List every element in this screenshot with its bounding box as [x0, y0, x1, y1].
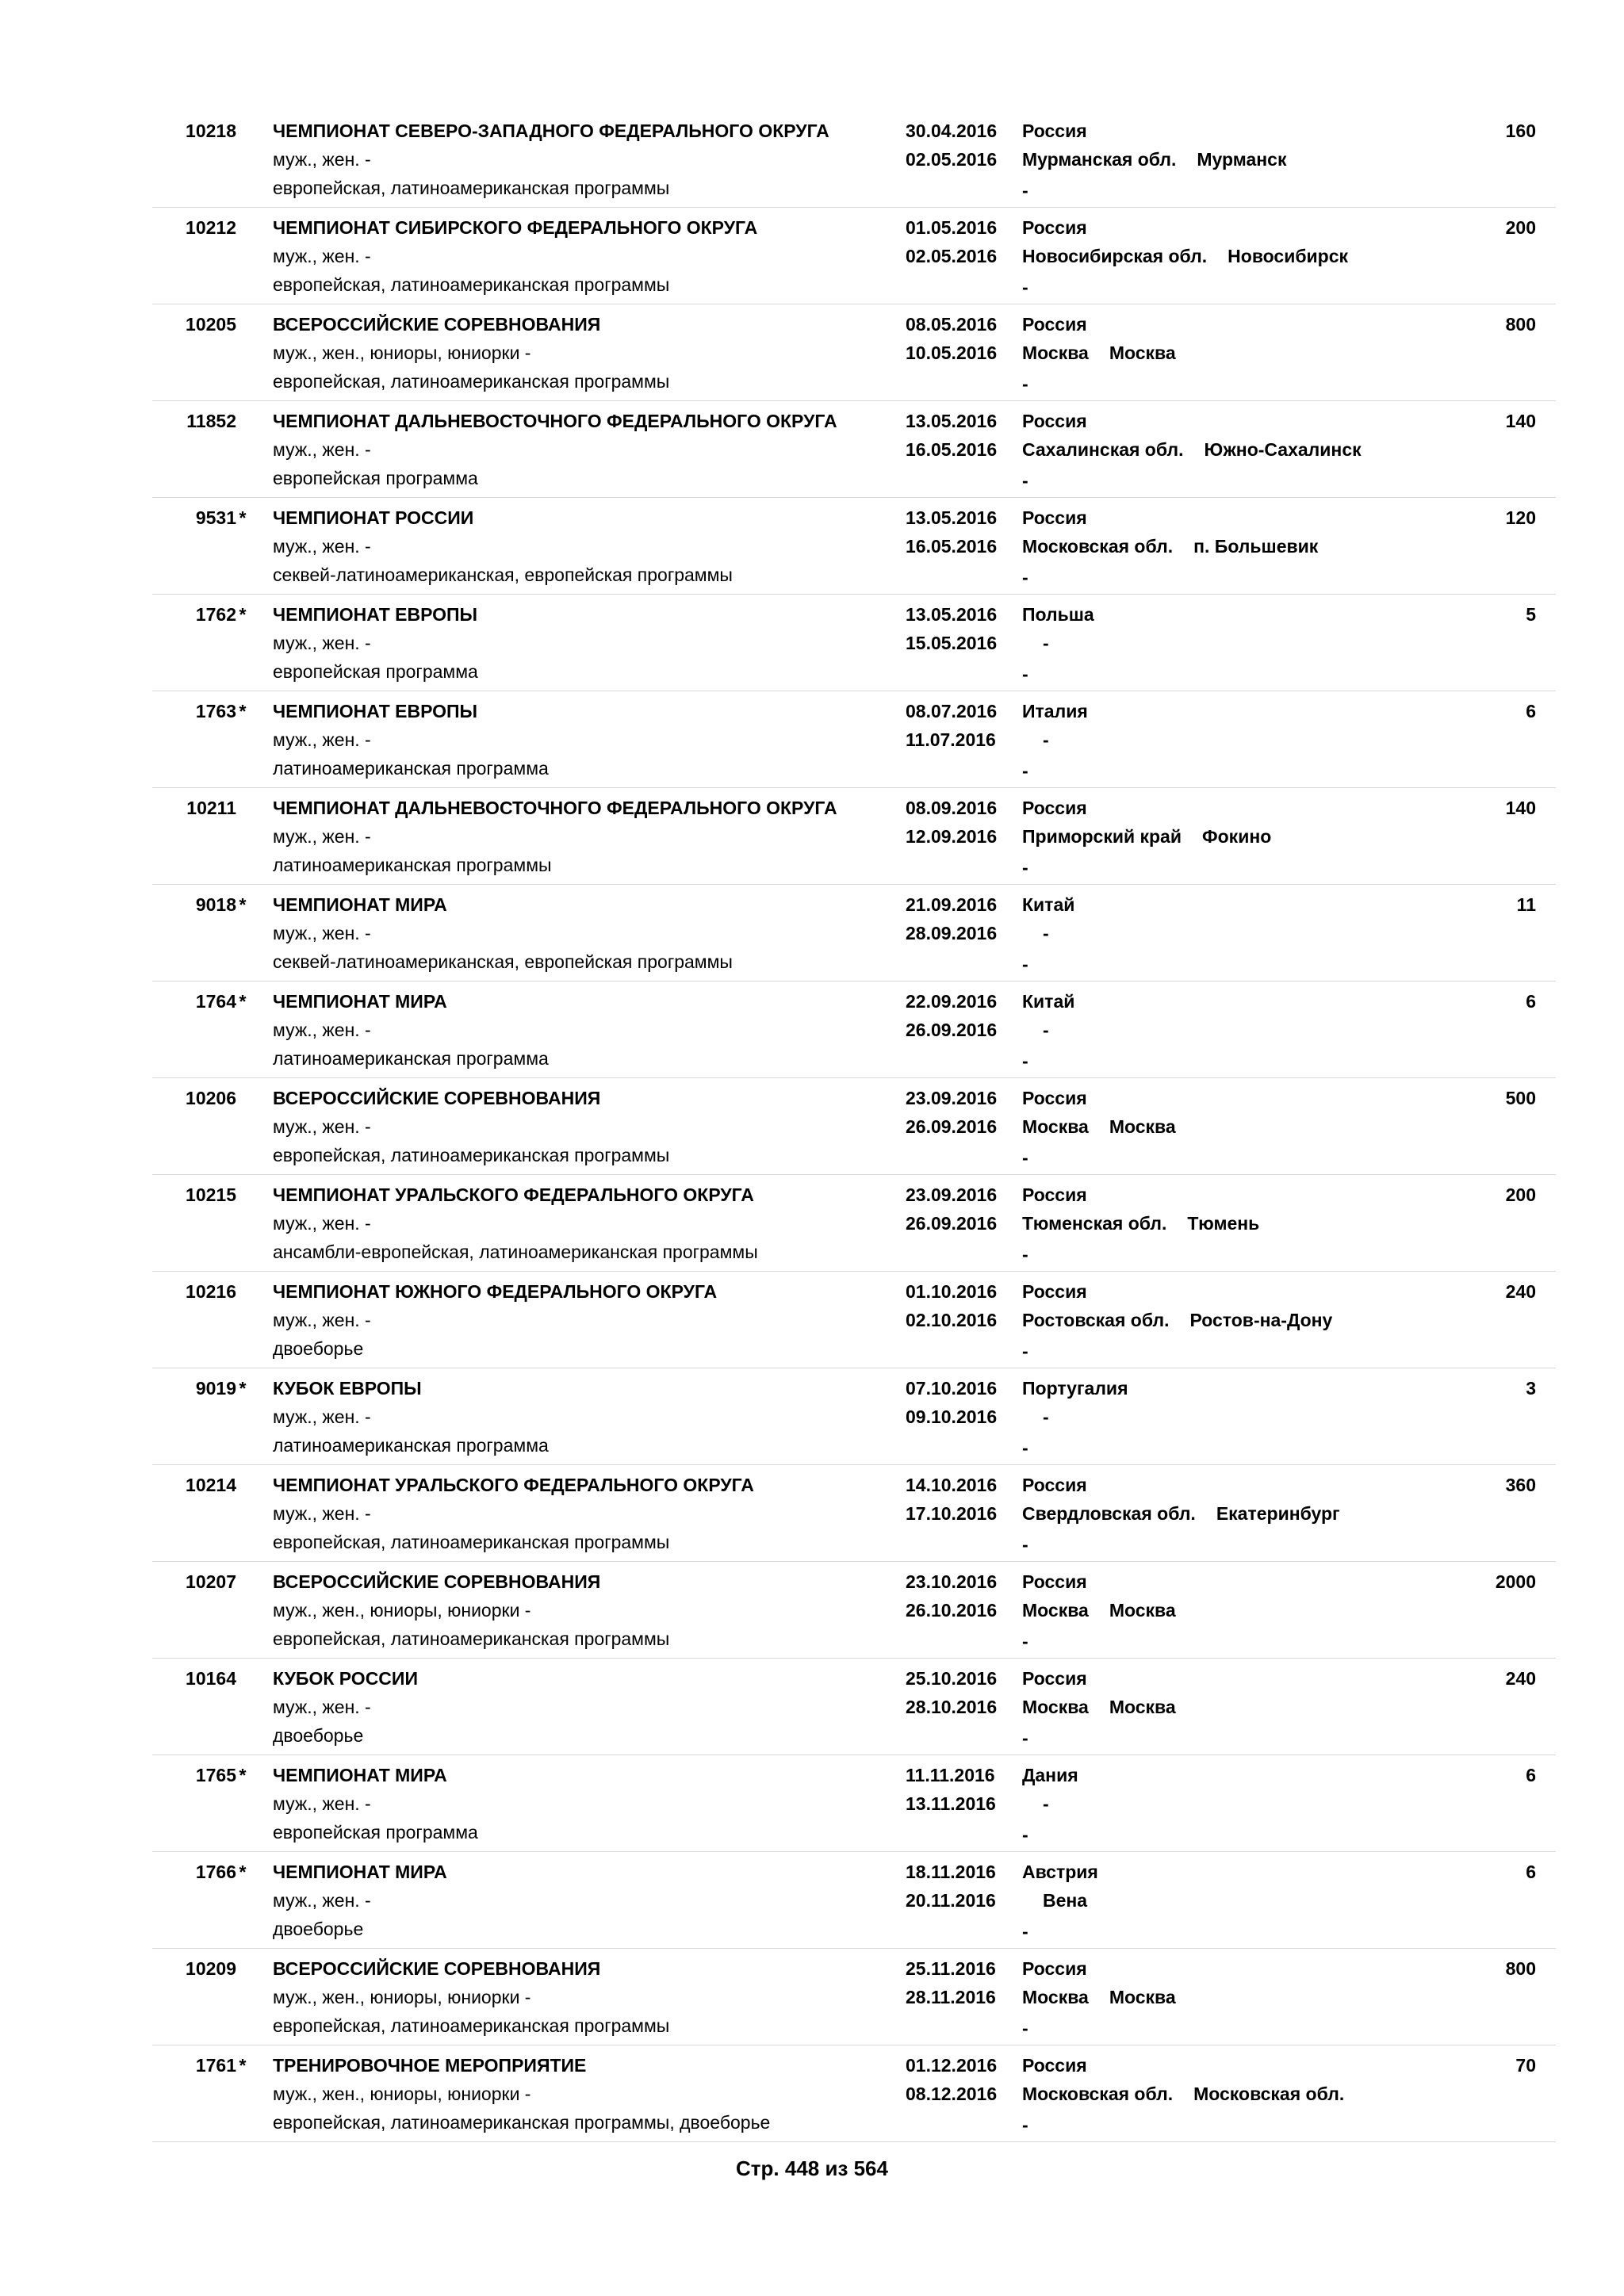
event-end-date: 10.05.2016 — [906, 342, 998, 363]
event-dash: - — [1022, 2018, 1028, 2038]
event-dash: - — [1022, 954, 1028, 974]
event-count: 200 — [1505, 217, 1536, 238]
event-row — [152, 982, 1556, 1078]
event-country: Россия — [1022, 1088, 1087, 1108]
event-city: - — [1043, 1793, 1049, 1814]
event-row — [152, 1949, 1556, 2045]
event-category: муж., жен. - — [273, 1406, 371, 1427]
event-end-date: 26.09.2016 — [906, 1213, 998, 1234]
event-row — [152, 111, 1556, 208]
event-city: Тюмень — [1187, 1213, 1260, 1234]
event-count: 6 — [1526, 1765, 1536, 1785]
event-row — [152, 1368, 1556, 1465]
event-location — [1022, 725, 1049, 754]
event-category: муж., жен. - — [273, 633, 371, 653]
event-dash: - — [1022, 664, 1028, 684]
event-start-date: 13.05.2016 — [906, 604, 998, 625]
event-end-date: 28.10.2016 — [906, 1697, 998, 1717]
event-count: 5 — [1526, 604, 1536, 625]
event-title: КУБОК РОССИИ — [273, 1668, 418, 1689]
event-count: 500 — [1505, 1088, 1536, 1108]
event-program: европейская, латиноамериканская программы — [273, 2015, 670, 2036]
event-start-date: 21.09.2016 — [906, 894, 998, 915]
event-city: Новосибирск — [1228, 246, 1349, 266]
event-program: европейская программа — [273, 1822, 478, 1843]
event-city: Южно-Сахалинск — [1204, 439, 1362, 460]
event-city: Московская обл. — [1193, 2084, 1345, 2104]
event-start-date: 08.05.2016 — [906, 314, 998, 335]
event-end-date: 11.07.2016 — [906, 729, 996, 750]
event-start-date: 25.10.2016 — [906, 1668, 998, 1689]
event-star-marker: * — [239, 507, 247, 528]
event-title: ЧЕМПИОНАТ УРАЛЬСКОГО ФЕДЕРАЛЬНОГО ОКРУГА — [273, 1184, 754, 1205]
event-category: муж., жен. - — [273, 923, 371, 943]
event-row — [152, 595, 1556, 691]
event-country: Португалия — [1022, 1378, 1128, 1399]
event-location — [1022, 1789, 1049, 1818]
event-dash: - — [1022, 1728, 1028, 1748]
event-dash: - — [1022, 1147, 1028, 1168]
event-program: европейская, латиноамериканская программы — [273, 178, 670, 198]
event-title: ВСЕРОССИЙСКИЕ СОРЕВНОВАНИЯ — [273, 1088, 601, 1108]
event-start-date: 13.05.2016 — [906, 411, 998, 431]
event-id: 11852 — [186, 411, 236, 431]
event-dash: - — [1022, 2114, 1028, 2135]
event-region: Московская обл. — [1022, 536, 1174, 557]
event-row — [152, 401, 1556, 498]
event-count: 360 — [1505, 1475, 1536, 1495]
event-count: 2000 — [1495, 1571, 1536, 1592]
event-id: 9018 — [195, 894, 236, 915]
event-end-date: 02.05.2016 — [906, 149, 998, 170]
event-program: ансамбли-европейская, латиноамериканская программы — [273, 1242, 758, 1262]
event-location — [1022, 2080, 1344, 2108]
event-city: Фокино — [1202, 826, 1272, 847]
event-star-marker: * — [239, 894, 247, 915]
event-title: ЧЕМПИОНАТ СИБИРСКОГО ФЕДЕРАЛЬНОГО ОКРУГА — [273, 217, 758, 238]
event-location — [1022, 1499, 1340, 1528]
event-title: ЧЕМПИОНАТ МИРА — [273, 1765, 447, 1785]
event-country: Польша — [1022, 604, 1094, 625]
event-region: Тюменская обл. — [1022, 1213, 1167, 1234]
event-city: Москва — [1109, 342, 1176, 363]
event-start-date: 18.11.2016 — [906, 1862, 996, 1882]
event-end-date: 28.11.2016 — [906, 1987, 996, 2007]
event-title: ЧЕМПИОНАТ МИРА — [273, 991, 447, 1012]
event-region: Московская обл. — [1022, 2084, 1174, 2104]
event-region: Мурманская обл. — [1022, 149, 1177, 170]
event-program: двоеборье — [273, 1725, 364, 1746]
event-id: 10205 — [186, 314, 236, 335]
event-title: ЧЕМПИОНАТ ДАЛЬНЕВОСТОЧНОГО ФЕДЕРАЛЬНОГО ОКРУГА — [273, 411, 837, 431]
event-count: 240 — [1505, 1668, 1536, 1689]
event-title: ЧЕМПИОНАТ ДАЛЬНЕВОСТОЧНОГО ФЕДЕРАЛЬНОГО ОКРУГА — [273, 798, 837, 818]
event-end-date: 26.09.2016 — [906, 1020, 998, 1040]
event-country: Италия — [1022, 701, 1088, 721]
event-id: 10209 — [186, 1958, 236, 1979]
event-city: Ростов-на-Дону — [1189, 1310, 1333, 1330]
event-star-marker: * — [239, 2055, 247, 2076]
event-category: муж., жен., юниоры, юниорки - — [273, 1987, 531, 2007]
event-region: Свердловская обл. — [1022, 1503, 1196, 1524]
event-city: Москва — [1109, 1697, 1176, 1717]
event-location — [1022, 1016, 1049, 1044]
event-program: двоеборье — [273, 1919, 364, 1939]
event-country: Россия — [1022, 121, 1087, 141]
event-id: 10207 — [186, 1571, 236, 1592]
event-category: муж., жен. - — [273, 1213, 371, 1234]
event-country: Россия — [1022, 1958, 1087, 1979]
event-count: 140 — [1505, 798, 1536, 818]
event-end-date: 26.10.2016 — [906, 1600, 998, 1621]
event-row — [152, 1175, 1556, 1272]
event-city: Москва — [1109, 1987, 1176, 2007]
event-location — [1022, 1886, 1087, 1915]
event-start-date: 11.11.2016 — [906, 1765, 995, 1785]
event-category: муж., жен., юниоры, юниорки - — [273, 2084, 531, 2104]
event-location — [1022, 532, 1318, 561]
event-region: Москва — [1022, 342, 1089, 363]
event-program: европейская программа — [273, 661, 478, 682]
event-country: Австрия — [1022, 1862, 1098, 1882]
event-region: Москва — [1022, 1600, 1089, 1621]
event-title: ЧЕМПИОНАТ СЕВЕРО-ЗАПАДНОГО ФЕДЕРАЛЬНОГО ОКРУГА — [273, 121, 829, 141]
event-row — [152, 788, 1556, 885]
event-dash: - — [1022, 1631, 1028, 1651]
event-row — [152, 498, 1556, 595]
event-dash: - — [1022, 373, 1028, 394]
event-start-date: 25.11.2016 — [906, 1958, 996, 1979]
event-title: ВСЕРОССИЙСКИЕ СОРЕВНОВАНИЯ — [273, 1958, 601, 1979]
event-category: муж., жен. - — [273, 729, 371, 750]
event-dash: - — [1022, 1244, 1028, 1265]
event-dash: - — [1022, 470, 1028, 491]
event-row — [152, 691, 1556, 788]
event-country: Россия — [1022, 1475, 1087, 1495]
event-id: 9019 — [195, 1378, 236, 1399]
event-star-marker: * — [239, 991, 247, 1012]
event-title: ЧЕМПИОНАТ ЕВРОПЫ — [273, 604, 478, 625]
page-number-label: Стр. 448 из 564 — [736, 2156, 888, 2180]
event-program: латиноамериканская программы — [273, 855, 552, 875]
event-count: 800 — [1505, 1958, 1536, 1979]
event-program: двоеборье — [273, 1338, 364, 1359]
event-start-date: 23.10.2016 — [906, 1571, 998, 1592]
event-location — [1022, 339, 1176, 367]
event-title: ВСЕРОССИЙСКИЕ СОРЕВНОВАНИЯ — [273, 314, 601, 335]
event-star-marker: * — [239, 1378, 247, 1399]
event-category: муж., жен. - — [273, 1793, 371, 1814]
event-id: 10206 — [186, 1088, 236, 1108]
event-row — [152, 1465, 1556, 1562]
event-start-date: 23.09.2016 — [906, 1184, 998, 1205]
event-location — [1022, 629, 1049, 657]
event-title: ВСЕРОССИЙСКИЕ СОРЕВНОВАНИЯ — [273, 1571, 601, 1592]
event-title: ЧЕМПИОНАТ МИРА — [273, 894, 447, 915]
event-dash: - — [1022, 857, 1028, 878]
event-location — [1022, 435, 1362, 464]
event-country: Россия — [1022, 411, 1087, 431]
event-program: европейская программа — [273, 468, 478, 488]
event-dash: - — [1022, 1050, 1028, 1071]
event-end-date: 15.05.2016 — [906, 633, 998, 653]
event-region: Ростовская обл. — [1022, 1310, 1170, 1330]
event-start-date: 23.09.2016 — [906, 1088, 998, 1108]
event-end-date: 16.05.2016 — [906, 536, 998, 557]
event-dash: - — [1022, 760, 1028, 781]
event-dash: - — [1022, 1341, 1028, 1361]
event-count: 6 — [1526, 991, 1536, 1012]
event-end-date: 08.12.2016 — [906, 2084, 998, 2104]
event-country: Дания — [1022, 1765, 1078, 1785]
event-count: 6 — [1526, 701, 1536, 721]
event-star-marker: * — [239, 701, 247, 721]
event-dash: - — [1022, 1824, 1028, 1845]
event-program: европейская, латиноамериканская программы — [273, 371, 670, 392]
event-row — [152, 208, 1556, 304]
event-id: 9531 — [195, 507, 236, 528]
event-program: секвей-латиноамериканская, европейская программы — [273, 564, 733, 585]
event-end-date: 09.10.2016 — [906, 1406, 998, 1427]
event-country: Россия — [1022, 798, 1087, 818]
event-start-date: 01.10.2016 — [906, 1281, 998, 1302]
event-program: европейская, латиноамериканская программы — [273, 1145, 670, 1165]
event-country: Россия — [1022, 217, 1087, 238]
event-row — [152, 1562, 1556, 1659]
event-country: Россия — [1022, 1668, 1087, 1689]
event-star-marker: * — [239, 1862, 247, 1882]
event-program: латиноамериканская программа — [273, 758, 549, 779]
event-dash: - — [1022, 277, 1028, 297]
event-star-marker: * — [239, 1765, 247, 1785]
event-id: 1765 — [195, 1765, 236, 1785]
event-category: муж., жен., юниоры, юниорки - — [273, 1600, 531, 1621]
event-program: европейская, латиноамериканская программы — [273, 1532, 670, 1552]
event-location — [1022, 1693, 1176, 1721]
event-program: латиноамериканская программа — [273, 1048, 549, 1069]
event-dash: - — [1022, 1437, 1028, 1458]
event-city: Москва — [1109, 1116, 1176, 1137]
event-location — [1022, 242, 1348, 270]
event-count: 120 — [1505, 507, 1536, 528]
event-location — [1022, 1983, 1176, 2011]
event-start-date: 14.10.2016 — [906, 1475, 998, 1495]
event-start-date: 08.09.2016 — [906, 798, 998, 818]
event-location — [1022, 1306, 1332, 1334]
page-footer — [0, 2156, 1624, 2181]
event-category: муж., жен. - — [273, 149, 371, 170]
event-location — [1022, 1596, 1176, 1624]
event-location — [1022, 919, 1049, 947]
event-id: 10212 — [186, 217, 236, 238]
event-category: муж., жен. - — [273, 246, 371, 266]
event-end-date: 17.10.2016 — [906, 1503, 998, 1524]
event-city: - — [1043, 729, 1049, 750]
event-end-date: 12.09.2016 — [906, 826, 998, 847]
event-id: 1762 — [195, 604, 236, 625]
event-row — [152, 1852, 1556, 1949]
event-country: Россия — [1022, 314, 1087, 335]
event-count: 160 — [1505, 121, 1536, 141]
event-program: секвей-латиноамериканская, европейская программы — [273, 951, 733, 972]
event-row — [152, 1755, 1556, 1852]
event-region: Москва — [1022, 1697, 1089, 1717]
event-id: 1761 — [195, 2055, 236, 2076]
event-count: 70 — [1515, 2055, 1536, 2076]
event-country: Россия — [1022, 507, 1087, 528]
event-id: 10218 — [186, 121, 236, 141]
event-region: Москва — [1022, 1987, 1089, 2007]
event-start-date: 13.05.2016 — [906, 507, 998, 528]
event-title: ТРЕНИРОВОЧНОЕ МЕРОПРИЯТИЕ — [273, 2055, 587, 2076]
event-city: - — [1043, 1020, 1049, 1040]
event-id: 1764 — [195, 991, 236, 1012]
event-id: 10216 — [186, 1281, 236, 1302]
event-row — [152, 1078, 1556, 1175]
event-location — [1022, 1112, 1176, 1141]
event-location — [1022, 145, 1286, 174]
event-start-date: 01.05.2016 — [906, 217, 998, 238]
event-title: ЧЕМПИОНАТ РОССИИ — [273, 507, 474, 528]
event-city: Москва — [1109, 1600, 1176, 1621]
event-end-date: 16.05.2016 — [906, 439, 998, 460]
event-country: Китай — [1022, 991, 1075, 1012]
event-count: 11 — [1516, 894, 1536, 915]
event-dash: - — [1022, 180, 1028, 201]
event-city: - — [1043, 1406, 1049, 1427]
event-dash: - — [1022, 567, 1028, 587]
event-count: 3 — [1526, 1378, 1536, 1399]
event-count: 200 — [1505, 1184, 1536, 1205]
event-category: муж., жен. - — [273, 826, 371, 847]
event-count: 240 — [1505, 1281, 1536, 1302]
event-country: Россия — [1022, 1281, 1087, 1302]
event-city: п. Большевик — [1193, 536, 1319, 557]
event-start-date: 08.07.2016 — [906, 701, 998, 721]
event-country: Китай — [1022, 894, 1075, 915]
event-location — [1022, 1209, 1259, 1238]
event-end-date: 02.05.2016 — [906, 246, 998, 266]
event-id: 1763 — [195, 701, 236, 721]
event-start-date: 07.10.2016 — [906, 1378, 998, 1399]
event-title: ЧЕМПИОНАТ ЮЖНОГО ФЕДЕРАЛЬНОГО ОКРУГА — [273, 1281, 718, 1302]
event-end-date: 26.09.2016 — [906, 1116, 998, 1137]
event-end-date: 20.11.2016 — [906, 1890, 996, 1911]
event-title: ЧЕМПИОНАТ МИРА — [273, 1862, 447, 1882]
event-category: муж., жен. - — [273, 439, 371, 460]
event-id: 10214 — [186, 1475, 236, 1495]
event-city: Мурманск — [1197, 149, 1287, 170]
event-id: 10164 — [186, 1668, 236, 1689]
event-category: муж., жен. - — [273, 1020, 371, 1040]
event-row — [152, 885, 1556, 982]
event-category: муж., жен. - — [273, 1503, 371, 1524]
event-region: Сахалинская обл. — [1022, 439, 1184, 460]
event-program: европейская, латиноамериканская программы — [273, 274, 670, 295]
event-id: 10211 — [186, 798, 236, 818]
event-program: европейская, латиноамериканская программы, двоеборье — [273, 2112, 771, 2133]
event-count: 140 — [1505, 411, 1536, 431]
event-city: Екатеринбург — [1216, 1503, 1340, 1524]
event-region: Приморский край — [1022, 826, 1182, 847]
event-title: КУБОК ЕВРОПЫ — [273, 1378, 422, 1399]
event-id: 10215 — [186, 1184, 236, 1205]
event-start-date: 01.12.2016 — [906, 2055, 998, 2076]
event-city: - — [1043, 923, 1049, 943]
event-id: 1766 — [195, 1862, 236, 1882]
event-city: Вена — [1043, 1890, 1088, 1911]
event-region: Москва — [1022, 1116, 1089, 1137]
event-count: 800 — [1505, 314, 1536, 335]
event-program: европейская, латиноамериканская программы — [273, 1628, 670, 1649]
event-row — [152, 2045, 1556, 2142]
event-count: 6 — [1526, 1862, 1536, 1882]
event-row — [152, 1659, 1556, 1755]
events-list — [0, 111, 1624, 2142]
event-end-date: 28.09.2016 — [906, 923, 998, 943]
event-country: Россия — [1022, 1571, 1087, 1592]
event-start-date: 22.09.2016 — [906, 991, 998, 1012]
event-end-date: 13.11.2016 — [906, 1793, 996, 1814]
event-category: муж., жен. - — [273, 536, 371, 557]
event-country: Россия — [1022, 1184, 1087, 1205]
event-end-date: 02.10.2016 — [906, 1310, 998, 1330]
event-title: ЧЕМПИОНАТ УРАЛЬСКОГО ФЕДЕРАЛЬНОГО ОКРУГА — [273, 1475, 754, 1495]
event-country: Россия — [1022, 2055, 1087, 2076]
event-program: латиноамериканская программа — [273, 1435, 549, 1456]
event-row — [152, 304, 1556, 401]
event-category: муж., жен., юниоры, юниорки - — [273, 342, 531, 363]
event-location — [1022, 822, 1271, 851]
event-location — [1022, 1402, 1049, 1431]
event-dash: - — [1022, 1534, 1028, 1555]
event-start-date: 30.04.2016 — [906, 121, 998, 141]
event-category: муж., жен. - — [273, 1310, 371, 1330]
event-city: - — [1043, 633, 1049, 653]
event-title: ЧЕМПИОНАТ ЕВРОПЫ — [273, 701, 478, 721]
event-region: Новосибирская обл. — [1022, 246, 1208, 266]
event-row — [152, 1272, 1556, 1368]
event-star-marker: * — [239, 604, 247, 625]
event-category: муж., жен. - — [273, 1697, 371, 1717]
event-category: муж., жен. - — [273, 1116, 371, 1137]
event-category: муж., жен. - — [273, 1890, 371, 1911]
event-dash: - — [1022, 1921, 1028, 1942]
